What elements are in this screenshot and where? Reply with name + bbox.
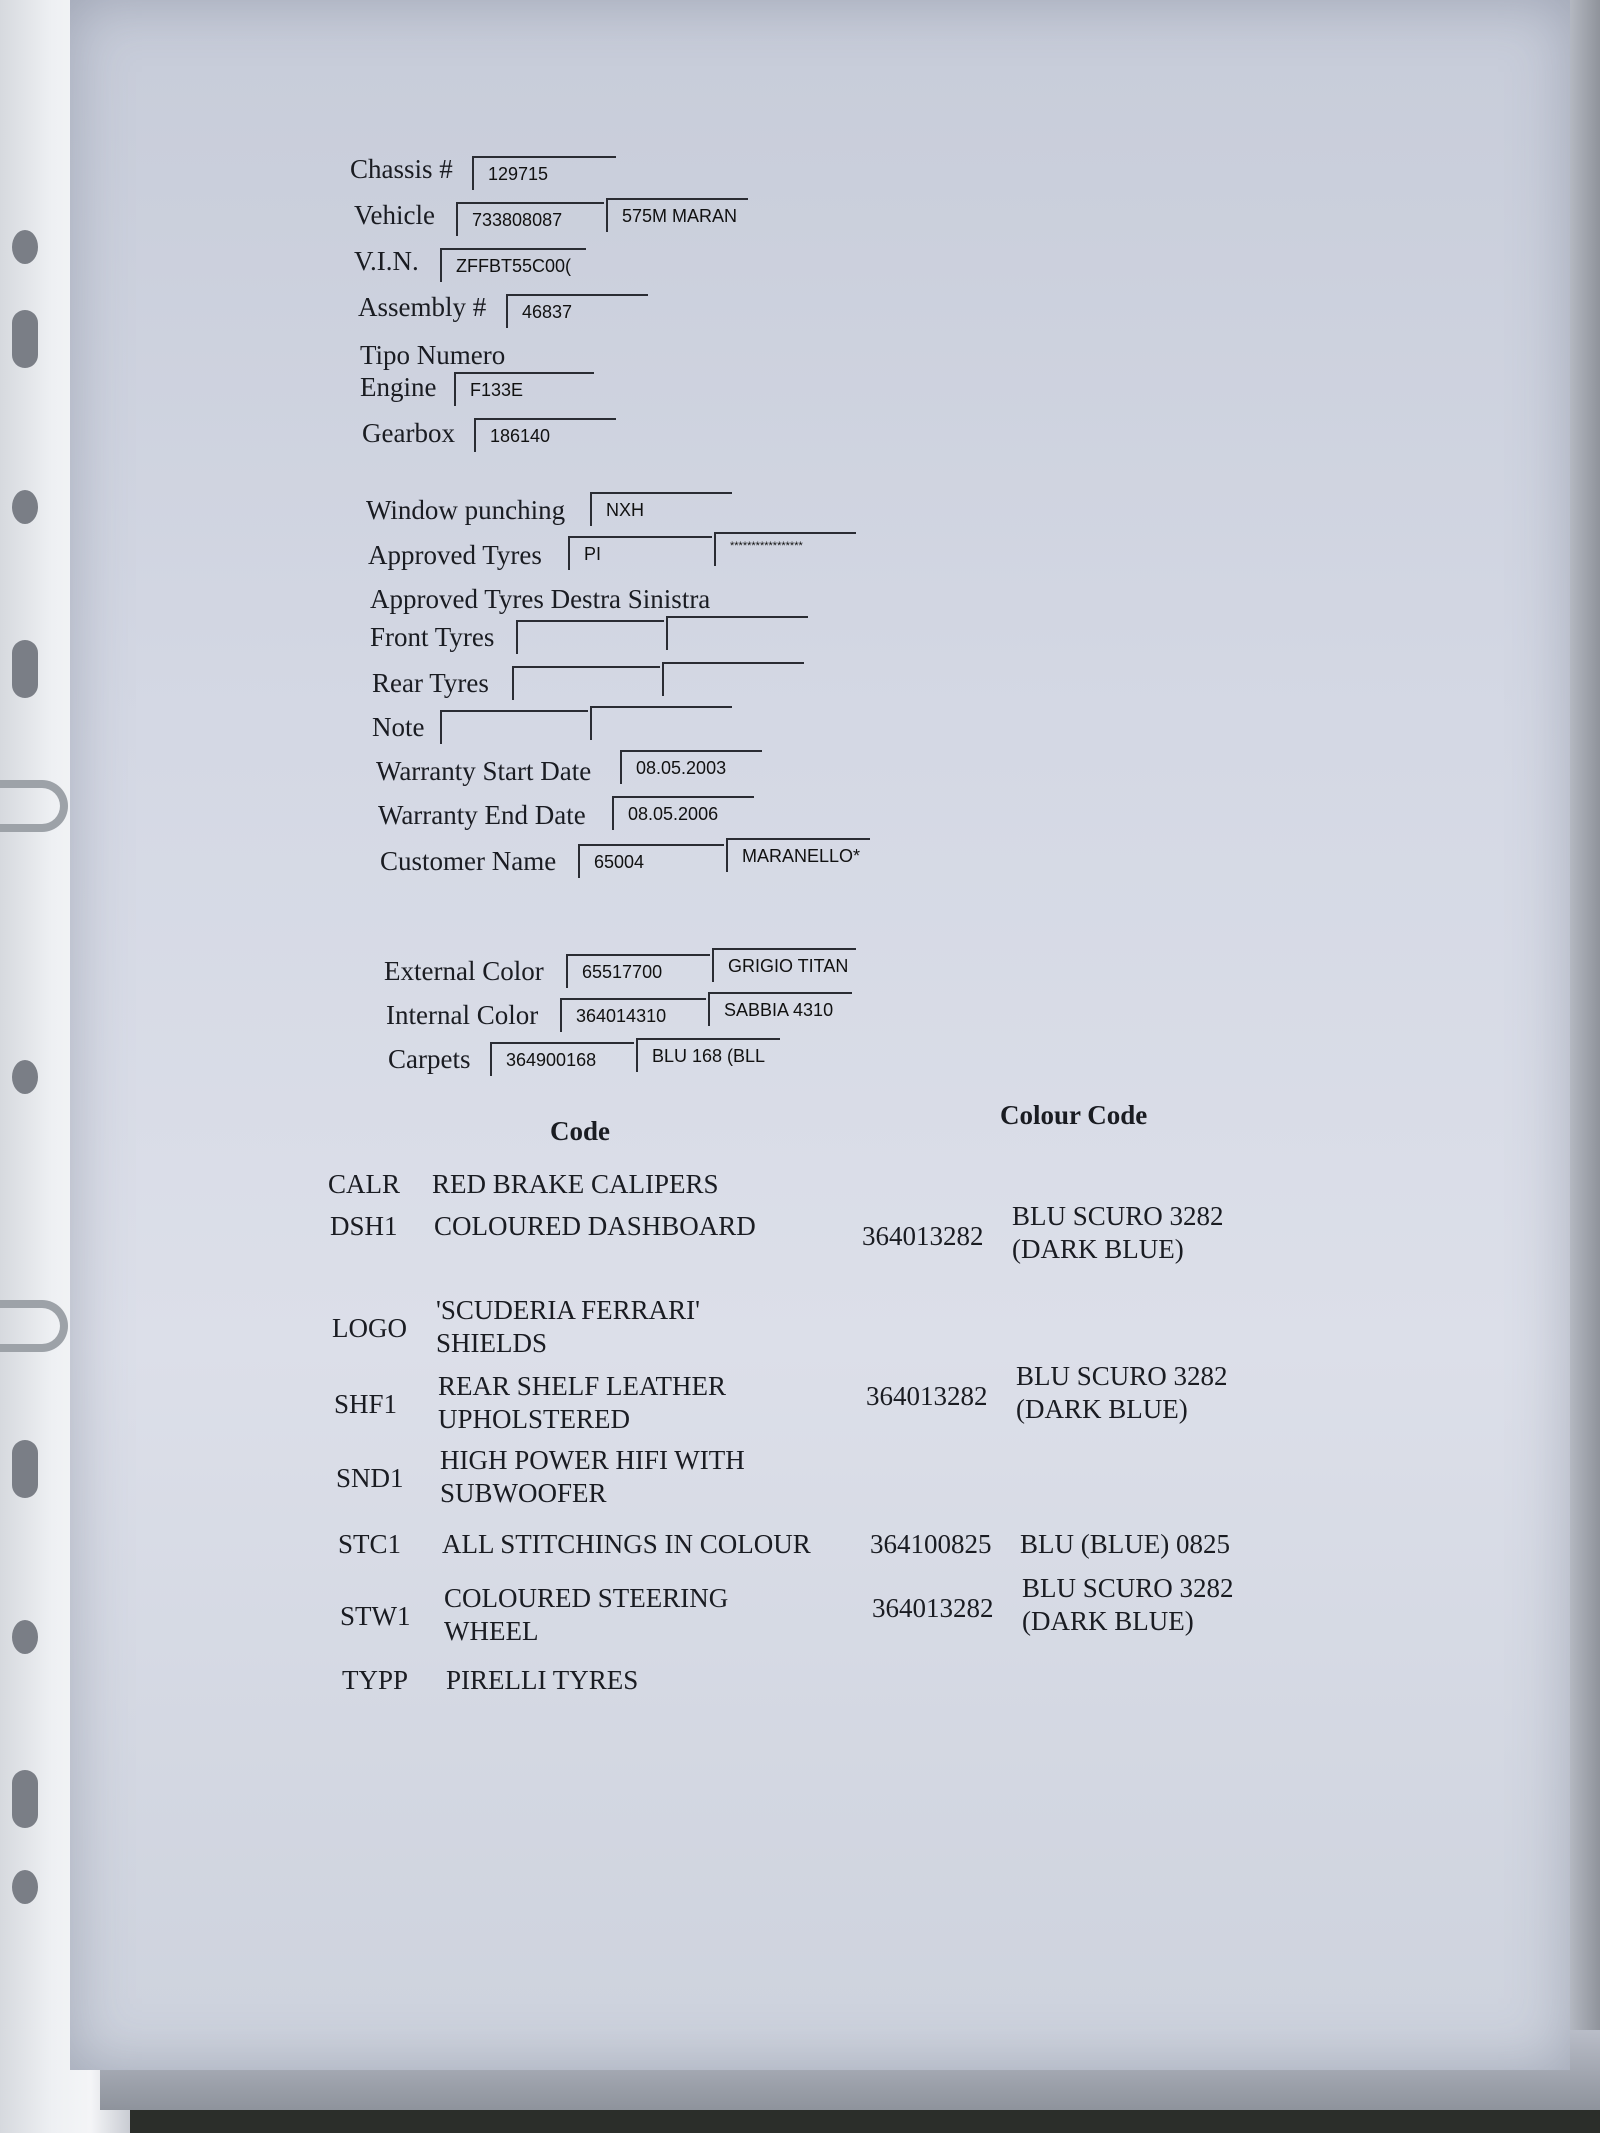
vehicle-row [354, 200, 435, 231]
option-colour-name [1020, 1528, 1230, 1561]
carpets-label: Carpets [388, 1044, 471, 1074]
note-value [440, 710, 588, 744]
approved-tyres-row [368, 540, 542, 571]
option-description [440, 1444, 745, 1510]
warranty-end-row [378, 800, 586, 831]
option-code: SND1 [336, 1463, 404, 1493]
carpets-code: 364900168 [490, 1042, 634, 1076]
option-description [432, 1168, 719, 1201]
option-colour-code: 364013282 [866, 1381, 988, 1411]
option-description-line: PIRELLI TYRES [446, 1665, 639, 1695]
external-color-code: 65517700 [566, 954, 710, 988]
front-tyres-value [516, 620, 664, 654]
customer-label: Customer Name [380, 846, 557, 876]
vehicle-value: 733808087 [456, 202, 604, 236]
vehicle-model: 575M MARAN [606, 198, 748, 232]
external-color-label: External Color [384, 956, 544, 986]
option-code: TYPP [342, 1665, 409, 1695]
rear-tyres-value [512, 666, 660, 700]
assembly-value: 46837 [506, 294, 648, 328]
gearbox-value: 186140 [474, 418, 616, 452]
chassis-row [350, 154, 453, 185]
option-description-line: 'SCUDERIA FERRARI' [436, 1295, 701, 1325]
option-colour-line: BLU SCURO 3282 [1012, 1201, 1224, 1231]
approved-tyres-value: PI [568, 536, 712, 570]
approved-tyres-ds-row [370, 584, 710, 615]
option-description [444, 1582, 728, 1648]
option-colour-name [1012, 1200, 1224, 1266]
option-code: SHF1 [334, 1389, 398, 1419]
tipo-numero-label: Tipo Numero [360, 340, 506, 370]
internal-color-label: Internal Color [386, 1000, 539, 1030]
gearbox-label: Gearbox [362, 418, 455, 448]
vehicle-label: Vehicle [354, 200, 435, 230]
warranty-start-row [376, 756, 591, 787]
option-colour-line: BLU SCURO 3282 [1016, 1361, 1228, 1391]
option-description-line: SHIELDS [436, 1328, 548, 1358]
rear-tyres-label: Rear Tyres [372, 668, 489, 698]
option-description [442, 1528, 811, 1561]
option-code: STW1 [340, 1601, 411, 1631]
option-description [438, 1370, 726, 1436]
internal-color-name: SABBIA 4310 [708, 992, 852, 1026]
assembly-label: Assembly # [358, 292, 487, 322]
option-description-line: HIGH POWER HIFI WITH [440, 1445, 745, 1475]
option-code: CALR [328, 1169, 401, 1199]
front-tyres-value2 [666, 616, 808, 650]
option-description-line: UPHOLSTERED [438, 1404, 631, 1434]
customer-code: 65004 [578, 844, 724, 878]
window-punching-row [366, 495, 565, 526]
option-description-line: WHEEL [444, 1616, 539, 1646]
warranty-start-value: 08.05.2003 [620, 750, 762, 784]
vin-value: ZFFBT55C00( [440, 248, 586, 282]
punch-hole [12, 230, 38, 264]
option-description [446, 1664, 638, 1697]
approved-tyres-value2: ***************** [714, 532, 856, 566]
option-colour-name [1022, 1572, 1234, 1638]
note-value2 [590, 706, 732, 740]
option-colour-code: 364013282 [872, 1593, 994, 1623]
chassis-label: Chassis # [350, 154, 453, 184]
vin-label: V.I.N. [354, 246, 419, 276]
engine-value: F133E [454, 372, 594, 406]
option-code: LOGO [332, 1313, 407, 1343]
engine-row [360, 372, 436, 403]
option-description-line: SUBWOOFER [440, 1478, 607, 1508]
option-code: DSH1 [330, 1211, 398, 1241]
internal-color-code: 364014310 [560, 998, 706, 1032]
binder-ring [0, 1300, 68, 1352]
vin-row [354, 246, 419, 277]
external-color-name: GRIGIO TITAN [712, 948, 856, 982]
punch-hole [12, 310, 38, 368]
punch-hole [12, 1060, 38, 1094]
customer-row [380, 846, 556, 877]
internal-color-row [386, 1000, 538, 1031]
external-color-row [384, 956, 544, 987]
note-row [372, 712, 424, 743]
colour-code-column-header: Colour Code [1000, 1100, 1148, 1130]
approved-tyres-label: Approved Tyres [368, 540, 542, 570]
punch-hole [12, 1870, 38, 1904]
window-punching-value: NXH [590, 492, 732, 526]
rear-tyres-row [372, 668, 489, 699]
code-column-header: Code [550, 1116, 610, 1146]
note-label: Note [372, 712, 425, 742]
option-description-line: RED BRAKE CALIPERS [432, 1169, 719, 1199]
approved-tyres-ds-label: Approved Tyres Destra Sinistra [370, 584, 711, 614]
option-colour-code: 364100825 [870, 1529, 992, 1559]
chassis-value: 129715 [472, 156, 616, 190]
front-tyres-row [370, 622, 494, 653]
assembly-row [358, 292, 486, 323]
document-page [70, 0, 1570, 2070]
option-colour-line: BLU SCURO 3282 [1022, 1573, 1234, 1603]
warranty-start-label: Warranty Start Date [376, 756, 592, 786]
option-colour-line: (DARK BLUE) [1022, 1606, 1194, 1636]
binder-ring [0, 780, 68, 832]
option-colour-code: 364013282 [862, 1221, 984, 1251]
front-tyres-label: Front Tyres [370, 622, 495, 652]
option-description-line: ALL STITCHINGS IN COLOUR [442, 1529, 811, 1559]
option-code: STC1 [338, 1529, 402, 1559]
punch-hole [12, 1770, 38, 1828]
option-description [434, 1210, 756, 1243]
punch-hole [12, 1440, 38, 1498]
customer-name: MARANELLO* [726, 838, 870, 872]
punch-hole [12, 490, 38, 524]
gearbox-row [362, 418, 455, 449]
warranty-end-label: Warranty End Date [378, 800, 586, 830]
punch-hole [12, 640, 38, 698]
option-description-line: REAR SHELF LEATHER [438, 1371, 727, 1401]
window-punching-label: Window punching [366, 495, 566, 525]
option-colour-line: (DARK BLUE) [1016, 1394, 1188, 1424]
option-colour-name [1016, 1360, 1228, 1426]
option-description [436, 1294, 700, 1360]
engine-label: Engine [360, 372, 437, 402]
punch-hole [12, 1620, 38, 1654]
option-colour-line: (DARK BLUE) [1012, 1234, 1184, 1264]
tipo-numero-row [360, 340, 505, 371]
rear-tyres-value2 [662, 662, 804, 696]
option-description-line: COLOURED DASHBOARD [434, 1211, 756, 1241]
carpets-row [388, 1044, 470, 1075]
option-colour-line: BLU (BLUE) 0825 [1020, 1529, 1230, 1559]
warranty-end-value: 08.05.2006 [612, 796, 754, 830]
carpets-name: BLU 168 (BLL [636, 1038, 780, 1072]
option-description-line: COLOURED STEERING [444, 1583, 729, 1613]
